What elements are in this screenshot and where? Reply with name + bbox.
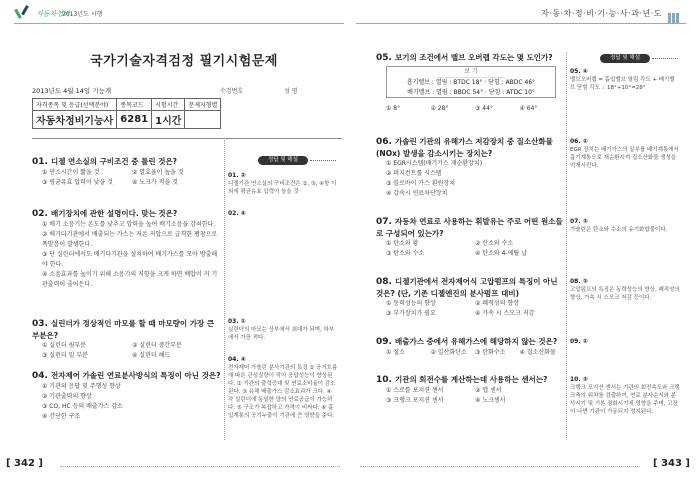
answer-01: 01. ② 디젤기관 연소실의 구비조건은 ①, ③, ④항 이외에 평균유효 압력이 높을 것 <box>228 172 337 195</box>
answer-pill: 정답 및 해설 <box>600 54 650 63</box>
option: ② 일산화탄소 <box>430 349 467 356</box>
footer-rule-left <box>60 466 340 467</box>
answer-10: 10. ③ 크랭크 포지션 센서는 기관의 회전속도와 크랭크축의 위치를 검출하여, 연료 분사순서와 분사시기 및 기본 점화시기에 영향을 주며, 고장이 나면 기관이 가동되지 정지된다. <box>570 376 680 415</box>
code-value: 6281 <box>117 111 152 129</box>
option: ④ 질소산화물 <box>519 349 556 356</box>
answer-09: 09. ① <box>570 338 588 345</box>
category-header: 자격종목 및 등급(선택분야) <box>33 99 117 111</box>
option: ③ 탄화수소 <box>475 349 506 356</box>
option: ① 실린더 윗부분 <box>42 342 86 349</box>
left-page <box>14 30 344 450</box>
option: ④ 노크가 적을 것 <box>132 179 178 186</box>
answer-07: 07. ③ 가솔린은 탄소와 수소의 유기화합물이다. <box>570 218 668 233</box>
option: ③ 44° <box>475 105 493 112</box>
option: ① 스로틀 포지션 센서 <box>386 387 444 394</box>
option: ④ 간단한 구조 <box>42 413 81 420</box>
answer-06: 06. ① EGR 장치는 배기가스의 일부를 배기계통에서 흡기계통으로 재순환시켜 질소산화물 생성을 억제시킨다. <box>570 138 679 169</box>
question-02: 02. 배기장치에 관한 설명이다. 맞는 것은? ① 배기 소음기는 온도를 낮추고 압력을 높여 배기소음을 감쇠한다. ② 배기다기관에서 배출되는 가스는 저온 저압으로 급격한 팽창으로 폭발음이 발생한다. ③ 단 실린더에서도 배기다기관을 설치하여 배기가스를 모아 방출해야 한다. ④ 소음효과를 높이기 위해 소음기의 저항을 크게 하면 배압이 커 기관출력이 줄어든다. <box>32 208 222 290</box>
answer-04: 04. ④ 전자제어 가솔린 분사기관의 특징 ① 공기흐름에 따른 관성질량이 작아 응답성능이 향상된다. ② 기관의 출력증대 및 연료소비율이 감소된다. ③ 유해 배출가스 감소효과가 크다. ④ 각 실린더에 동일한 양의 연료공급이 가능하다. ⑤ 구조가 복잡하고 가격이 비싸다. ⑥ 흡입계통의 공기누출이 기관에 큰 영향을 준다. <box>228 356 338 419</box>
right-page <box>356 30 686 450</box>
column-divider <box>566 52 567 440</box>
option: ③ 크랭크 포지션 센서 <box>386 397 444 404</box>
question-06: 06. 가솔린 기관의 유해가스 저감장치 중 질소산화물(NOx) 발생을 감소시키는 장치는? ① EGR시스템(배기가스 재순환장치) ② 퍼지컨트롤 시스템 ③ 블로바이 가스 환원장치 ④ 감속시 연료차단장치 <box>376 136 564 199</box>
option: ④ 소음효과를 높이기 위해 소음기의 저항을 크게 하면 배압이 커 기관출력이 줄어든다. <box>42 271 218 288</box>
option: ③ 단 실린더에서도 배기다기관을 설치하여 배기가스를 모아 방출해야 한다. <box>42 251 218 268</box>
answer-05: 05. ④ 밸브오버랩 = 흡입밸브 열림 각도 + 배기밸브 닫힘 각도 ∴ 18°+10°=28° <box>570 68 675 91</box>
answer-header <box>228 156 338 166</box>
answer-03: 03. ① 실린더의 마모는 상부에서 최대가 되며, 하부에서 가장 적다. <box>228 318 335 341</box>
type-header: 문제지형별 <box>185 99 221 111</box>
option: ④ 실린더 헤드 <box>132 352 171 359</box>
option: ② 맵 센서 <box>475 387 502 394</box>
option: ① 8° <box>386 105 401 112</box>
question-08: 08. 디젤기관에서 전자제어식 고압펌프의 특징이 아닌 것은? (단, 기존 디젤엔진의 분사펌프 대비) ① 동력성능의 향상 ② 쾌적성의 향상 ③ 부가장치가 필요 ④ 가속 시 스모크 저감 <box>376 276 564 319</box>
option: ④ 감속시 연료차단장치 <box>386 190 448 197</box>
header-rule-left <box>14 12 344 24</box>
answer-02: 02. ④ <box>228 210 246 217</box>
option: ② 열효율이 높을 것 <box>132 169 184 176</box>
exam-info-table <box>32 98 221 129</box>
question-05-options <box>376 104 564 114</box>
option: ③ 탄소와 수소 <box>386 250 425 257</box>
option: ② 실린더 중간부분 <box>132 342 182 349</box>
option: ③ 블로바이 가스 환원장치 <box>386 180 456 187</box>
option: ① 질소 <box>386 349 405 356</box>
option: ② 배기다기관에서 배출되는 가스는 저온 저압으로 급격한 팽창으로 폭발음이 발생한다. <box>42 231 218 248</box>
option: ④ 노크센서 <box>475 397 506 404</box>
option: ① 연소시간이 짧을 것 <box>42 169 100 176</box>
option: ④ 가속 시 스모크 저감 <box>475 310 535 317</box>
question-10: 10. 기관의 회전수를 계산하는데 사용하는 센서는? ① 스로틀 포지션 센서 ② 맵 센서 ③ 크랭크 포지션 센서 ④ 노크센서 <box>376 374 564 406</box>
option: ③ 평균유효 압력이 낮을 것 <box>42 179 113 186</box>
reference-box: 보 기 흡기밸브 : 열림 : BTDC 18° · 닫힘 : ABDC 46° 배기밸브 : 열림 : BBDC 54° · 닫힘 : ATDC 10° <box>386 66 556 98</box>
page-number-left: [ 342 ] <box>6 458 43 469</box>
option: ② 산소와 수소 <box>475 240 514 247</box>
page-header <box>0 0 700 30</box>
divider <box>32 138 342 139</box>
option: ② 쾌적성의 향상 <box>475 300 519 307</box>
question-04: 04. 전자제어 가솔린 연료분사방식의 특징이 아닌 것은? ① 기관의 응답 및 주행성 향상 ② 기관출력의 향상 ③ CO, HC 등의 배출가스 감소 ④ 간단한 구조 <box>32 371 221 420</box>
footer-rule-right <box>360 466 640 467</box>
option: ② 28° <box>430 105 449 112</box>
page-title: 국가기술자격검정 필기시험문제 <box>90 54 278 69</box>
question-05: 05. 보기의 조건에서 밸브 오버랩 각도는 몇 도인가? <box>376 53 553 63</box>
category-value: 자동차정비기능사 <box>33 111 117 129</box>
exam-date: 2013년도 4월 14일 기능개 <box>32 87 112 95</box>
option: ① 탄소와 황 <box>386 240 419 247</box>
option: ③ CO, HC 등의 배출가스 감소 <box>42 403 123 410</box>
option: ③ 부가장치가 필요 <box>386 310 436 317</box>
question-09: 09. 배출가스 중에서 유해가스에 해당하지 않는 것은? ① 질소 ② 일산화탄소 ③ 탄화수소 ④ 질소산화물 <box>376 336 564 358</box>
answer-pill: 정답 및 해설 <box>258 156 308 165</box>
option: ① 배기 소음기는 온도를 낮추고 압력을 높여 배기소음을 감쇠한다. <box>42 221 216 228</box>
question-03: 03. 실린더가 정상적인 마모를 할 때 마모량이 가장 큰 부분은? ① 실린더 윗부분 ② 실린더 중간부분 ③ 실린더 밑 부분 ④ 실린더 헤드 <box>32 318 222 361</box>
name-label: 성 명 <box>284 88 298 95</box>
header-deco-icon <box>668 8 682 18</box>
code-header: 종목코드 <box>117 99 152 111</box>
answer-08: 08. ③ 고압펌프의 특징은 동력성능의 향상, 쾌적성의 향상, 가속 시 스모크 저감 등이다. <box>570 278 680 301</box>
option: ① 기관의 응답 및 주행성 향상 <box>42 383 121 390</box>
option: ③ 실린더 밑 부분 <box>42 352 88 359</box>
answer-header <box>570 54 680 64</box>
time-header: 시험시간 <box>152 99 185 111</box>
header-right-title: 자·동·차·정·비·기·능·사·과·년·도 <box>541 9 662 18</box>
option: ① EGR시스템(배기가스 재순환장치) <box>386 160 483 167</box>
brand-text: 자동차정비 <box>36 10 70 18</box>
time-value: 1시간 <box>152 111 185 129</box>
option: ④ 탄소와 4-에틸 납 <box>475 250 527 257</box>
option: ① 동력성능의 향상 <box>386 300 436 307</box>
column-divider <box>224 140 225 440</box>
type-value <box>185 111 221 129</box>
option: ④ 64° <box>519 105 538 112</box>
page-number-right: [ 343 ] <box>653 458 690 469</box>
exam-number-label: 수검번호 <box>220 88 244 95</box>
question-01: 01. 디젤 연소실의 구비조건 중 틀린 것은? ① 연소시간이 짧을 것 ② 열효율이 높을 것 ③ 평균유효 압력이 낮을 것 ④ 노크가 적을 것 <box>32 156 222 188</box>
option: ② 퍼지컨트롤 시스템 <box>386 170 442 177</box>
option: ② 기관출력의 향상 <box>42 393 92 400</box>
question-07: 07. 자동차 연료로 사용하는 휘발유는 주로 어떤 원소들로 구성되어 있는가? ① 탄소와 황 ② 산소와 수소 ③ 탄소와 수소 ④ 탄소와 4-에틸 납 <box>376 217 563 257</box>
year-tag: 2013년도 시행 <box>62 11 103 18</box>
